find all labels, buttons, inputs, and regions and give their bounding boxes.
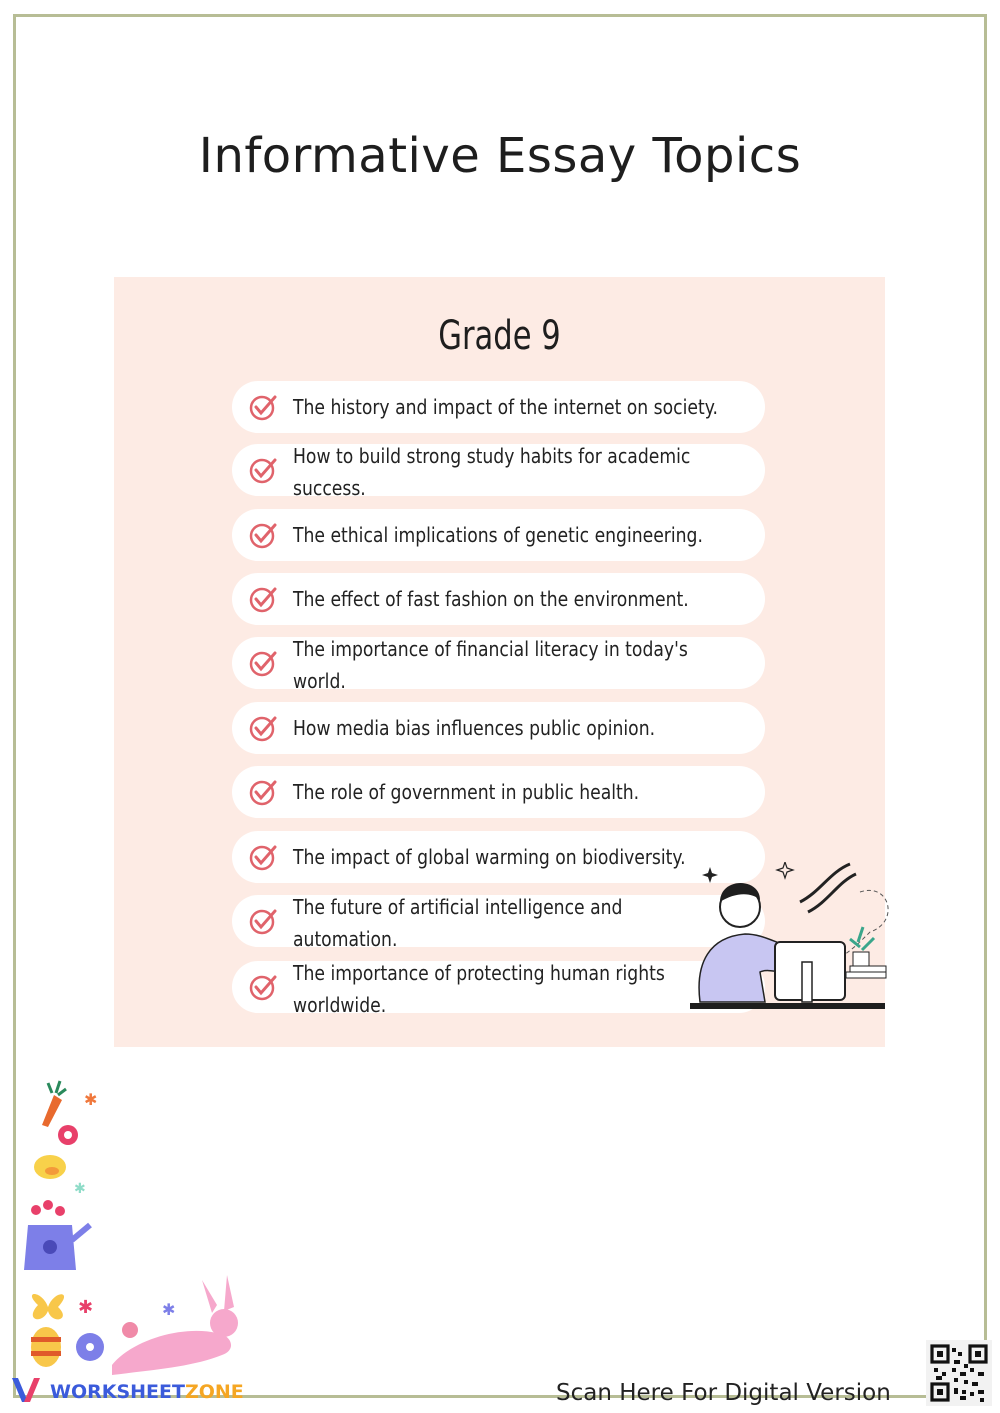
svg-text:✱: ✱ — [84, 1090, 98, 1109]
logo-mark-icon — [10, 1376, 50, 1404]
topic-text: The impact of global warming on biodiversity. — [293, 845, 686, 869]
topic-text: The importance of protecting human rights — [293, 961, 665, 985]
topic-item — [232, 766, 765, 818]
topic-text: The effect of fast fashion on the environment. — [293, 587, 689, 611]
svg-text:✱: ✱ — [78, 1297, 94, 1318]
topic-item — [232, 702, 765, 754]
student-computer-illustration — [690, 862, 890, 1027]
svg-text:✱: ✱ — [74, 1181, 86, 1197]
topic-text: The ethical implications of genetic engineering. — [293, 523, 703, 547]
check-circle-icon — [248, 713, 278, 743]
topic-item — [232, 637, 765, 693]
check-circle-icon — [248, 584, 278, 614]
topic-text: The role of government in public health. — [293, 780, 640, 804]
grade-heading: Grade 9 — [438, 313, 561, 359]
check-circle-icon — [248, 777, 278, 807]
topic-text: The history and impact of the internet on society. — [293, 395, 718, 419]
topics-panel — [114, 277, 885, 1047]
topic-text: The future of artificial intelligence and — [293, 895, 623, 919]
check-circle-icon — [248, 392, 278, 422]
brand-name-part2: ZONE — [184, 1381, 244, 1403]
topic-item — [232, 381, 765, 433]
check-circle-icon — [248, 520, 278, 550]
topic-item — [232, 573, 765, 625]
topic-item — [232, 831, 765, 883]
topic-text: The importance of financial literacy in today's — [293, 637, 688, 661]
topic-text: How media bias influences public opinion. — [293, 716, 656, 740]
brand-name-part1: WORKSHEET — [50, 1381, 185, 1403]
check-circle-icon — [248, 906, 278, 936]
topic-item — [232, 961, 765, 1017]
topic-item — [232, 509, 765, 561]
topic-text-cont: worldwide. — [293, 993, 387, 1017]
check-circle-icon — [248, 455, 278, 485]
topic-text-cont: world. — [293, 669, 346, 693]
topic-text-cont: success. — [293, 476, 366, 500]
check-circle-icon — [248, 648, 278, 678]
topic-text: How to build strong study habits for academic — [293, 444, 691, 468]
topic-item — [232, 444, 765, 500]
easter-decoration — [12, 1075, 252, 1385]
page-title: Informative Essay Topics — [198, 128, 802, 184]
scan-instruction: Scan Here For Digital Version — [556, 1380, 891, 1406]
check-circle-icon — [248, 842, 278, 872]
topic-item — [232, 895, 765, 951]
qr-code[interactable] — [926, 1340, 992, 1406]
worksheetzone-logo[interactable] — [10, 1376, 244, 1404]
topic-text-cont: automation. — [293, 927, 398, 951]
svg-text:✱: ✱ — [162, 1300, 176, 1319]
check-circle-icon — [248, 972, 278, 1002]
